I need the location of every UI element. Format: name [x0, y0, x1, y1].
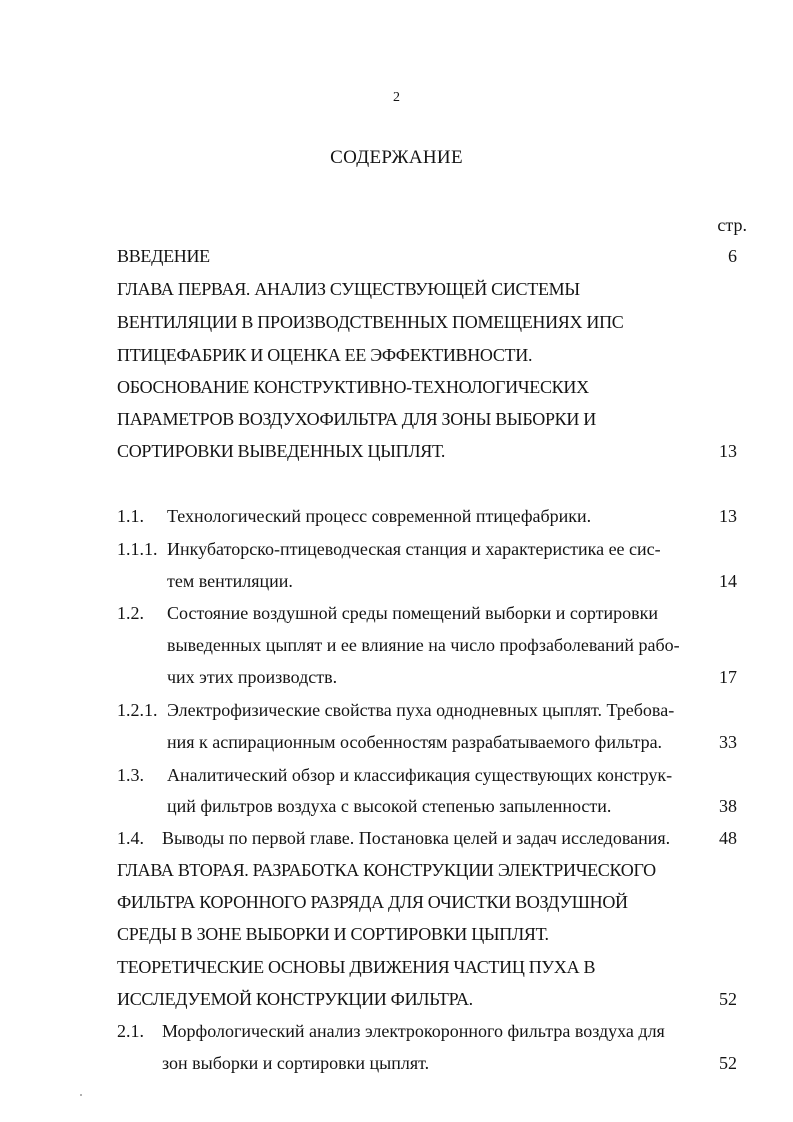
toc-chapter-1-line: ГЛАВА ПЕРВАЯ. АНАЛИЗ СУЩЕСТВУЮЩЕЙ СИСТЕМЫ — [117, 279, 580, 299]
toc-chapter-1-line: СОРТИРОВКИ ВЫВЕДЕННЫХ ЦЫПЛЯТ. — [117, 441, 446, 461]
toc-section-1-1: Технологический процесс современной птицефабрики. — [167, 506, 592, 526]
toc-section-1-4: Выводы по первой главе. Постановка целей и задач исследования. — [162, 828, 671, 848]
toc-section-1-1-1-line: тем вентиляции. — [167, 571, 293, 591]
toc-section-number: 1.4. — [117, 828, 144, 848]
toc-section-number: 1.2.1. — [117, 700, 158, 720]
toc-section-1-2-line: Состояние воздушной среды помещений выборки и сортировки — [167, 603, 659, 623]
toc-section-1-2-1-page: 33 — [719, 732, 737, 752]
toc-chapter-2-page: 52 — [719, 989, 737, 1009]
toc-intro: ВВЕДЕНИЕ — [117, 246, 210, 266]
toc-section-2-1-page: 52 — [719, 1053, 737, 1073]
page-title: СОДЕРЖАНИЕ — [330, 147, 463, 168]
toc-chapter-1-line: ПТИЦЕФАБРИК И ОЦЕНКА ЕЕ ЭФФЕКТИВНОСТИ. — [117, 345, 533, 365]
toc-section-1-4-page: 48 — [719, 828, 737, 848]
toc-section-1-3-line: Аналитический обзор и классификация существующих конструк- — [167, 765, 673, 785]
toc-section-1-2-line: чих этих производств. — [167, 667, 338, 687]
toc-chapter-2-line: ФИЛЬТРА КОРОННОГО РАЗРЯДА ДЛЯ ОЧИСТКИ ВОЗДУШНОЙ — [117, 892, 628, 912]
toc-chapter-1-page: 13 — [719, 441, 737, 461]
toc-section-number: 1.1. — [117, 506, 144, 526]
toc-chapter-1-line: ОБОСНОВАНИЕ КОНСТРУКТИВНО-ТЕХНОЛОГИЧЕСКИХ — [117, 377, 589, 397]
page-column-label: стр. — [717, 215, 747, 235]
toc-section-1-1-page: 13 — [719, 506, 737, 526]
toc-section-2-1-line: Морфологический анализ электрокоронного фильтра воздуха для — [162, 1021, 665, 1041]
scan-speck — [80, 1094, 82, 1096]
toc-section-1-1-1-page: 14 — [719, 571, 737, 591]
toc-intro-page: 6 — [728, 246, 737, 266]
toc-section-1-1-1-line: Инкубаторско-птицеводческая станция и характеристика ее сис- — [167, 539, 661, 559]
toc-chapter-1-line: ВЕНТИЛЯЦИИ В ПРОИЗВОДСТВЕННЫХ ПОМЕЩЕНИЯХ ИПС — [117, 312, 624, 332]
toc-section-number: 1.1.1. — [117, 539, 158, 559]
toc-section-1-2-page: 17 — [719, 667, 737, 687]
toc-chapter-2-line: СРЕДЫ В ЗОНЕ ВЫБОРКИ И СОРТИРОВКИ ЦЫПЛЯТ. — [117, 924, 549, 944]
toc-section-2-1-line: зон выборки и сортировки цыплят. — [162, 1053, 430, 1073]
toc-section-1-3-page: 38 — [719, 796, 737, 816]
toc-chapter-2-line: ТЕОРЕТИЧЕСКИЕ ОСНОВЫ ДВИЖЕНИЯ ЧАСТИЦ ПУХА В — [117, 957, 596, 977]
toc-section-1-2-line: выведенных цыплят и ее влияние на число профзаболеваний рабо- — [167, 635, 680, 655]
toc-chapter-2-line: ИССЛЕДУЕМОЙ КОНСТРУКЦИИ ФИЛЬТРА. — [117, 989, 473, 1009]
toc-chapter-1-line: ПАРАМЕТРОВ ВОЗДУХОФИЛЬТРА ДЛЯ ЗОНЫ ВЫБОРКИ И — [117, 409, 596, 429]
toc-chapter-2-line: ГЛАВА ВТОРАЯ. РАЗРАБОТКА КОНСТРУКЦИИ ЭЛЕКТРИЧЕСКОГО — [117, 860, 656, 880]
toc-section-number: 1.3. — [117, 765, 144, 785]
toc-section-1-3-line: ций фильтров воздуха с высокой степенью запыленности. — [167, 796, 612, 816]
toc-section-1-2-1-line: ния к аспирационным особенностям разрабатываемого фильтра. — [167, 732, 663, 752]
toc-section-number: 1.2. — [117, 603, 144, 623]
toc-section-1-2-1-line: Электрофизические свойства пуха однодневных цыплят. Требова- — [167, 700, 675, 720]
toc-section-number: 2.1. — [117, 1021, 144, 1041]
page-number: 2 — [393, 90, 400, 105]
